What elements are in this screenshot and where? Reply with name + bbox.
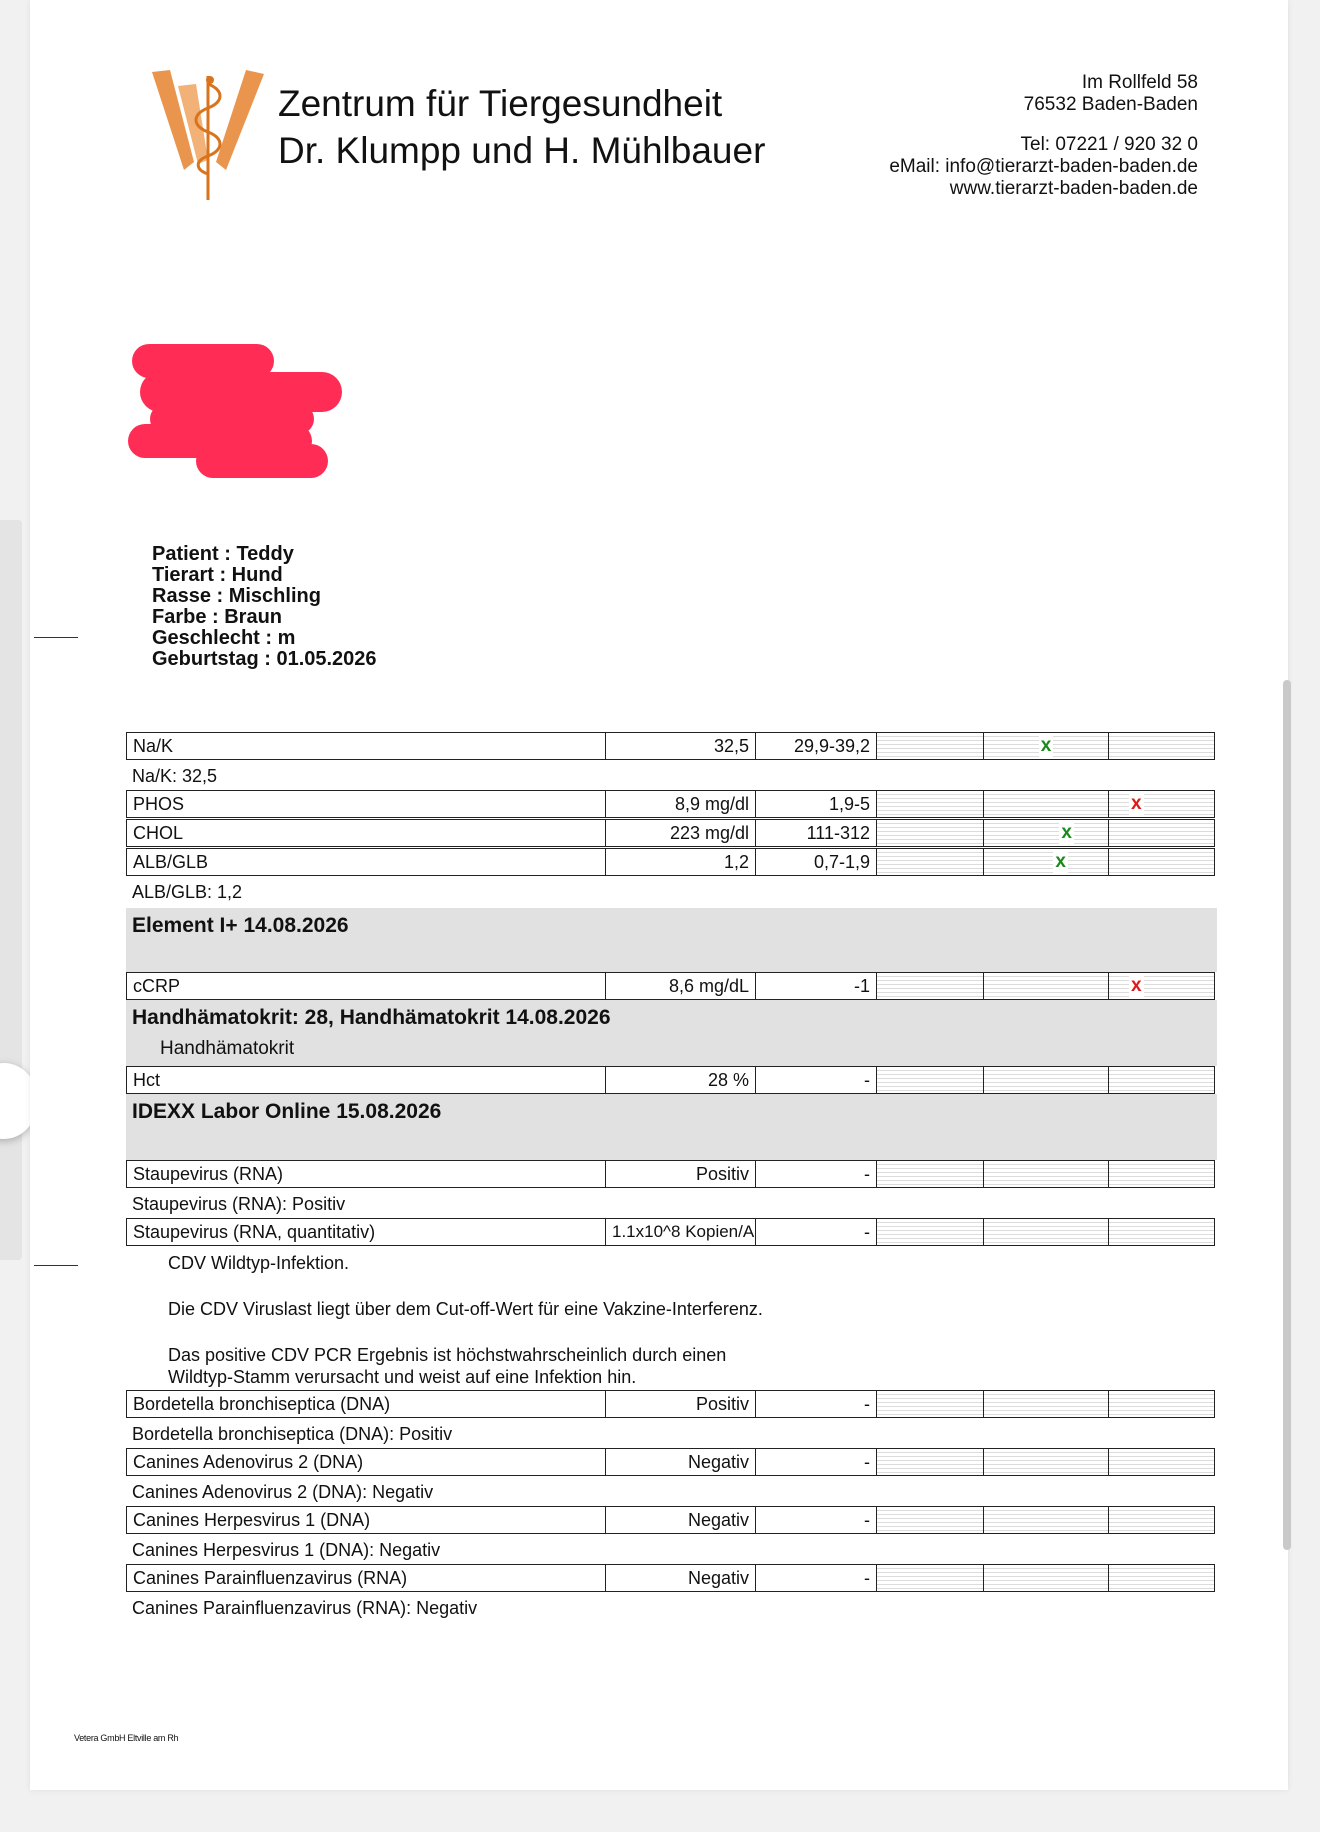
test-value: Positiv xyxy=(606,1391,756,1417)
reference-range: 111-312 xyxy=(756,820,877,846)
address-street: Im Rollfeld 58 xyxy=(1081,72,1198,93)
test-name: Canines Parainfluenzavirus (RNA) xyxy=(127,1565,606,1591)
test-name: PHOS xyxy=(127,791,606,817)
result-summary: Na/K: 32,5 xyxy=(132,766,218,786)
reference-range: - xyxy=(756,1507,877,1533)
test-name: Canines Adenovirus 2 (DNA) xyxy=(127,1449,606,1475)
result-summary: Canines Parainfluenzavirus (RNA): Negativ xyxy=(132,1598,478,1618)
abnormal-mark-icon: x xyxy=(1131,975,1142,996)
section-title: IDEXX Labor Online 15.08.2026 xyxy=(132,1100,442,1123)
abnormal-mark-icon: x xyxy=(1131,793,1142,814)
lab-note: CDV Wildtyp-Infektion. xyxy=(168,1253,350,1273)
section-header xyxy=(126,908,1217,972)
result-summary: Bordetella bronchiseptica (DNA): Positiv xyxy=(132,1424,453,1444)
patient-breed: Rasse : Mischling xyxy=(152,585,321,607)
patient-species: Tierart : Hund xyxy=(152,564,283,586)
clinic-name xyxy=(278,80,765,174)
address-email: eMail: info@tierarzt-baden-baden.de xyxy=(889,156,1198,177)
reference-range: 29,9-39,2 xyxy=(756,733,877,759)
lab-note: Das positive CDV PCR Ergebnis ist höchstwahrscheinlich durch einen xyxy=(168,1345,727,1365)
reference-range: 0,7-1,9 xyxy=(756,849,877,875)
test-value: 32,5 xyxy=(606,733,756,759)
test-name: Hct xyxy=(127,1067,606,1093)
margin-tick xyxy=(34,1265,78,1266)
reference-range: - xyxy=(756,1067,877,1093)
test-name: CHOL xyxy=(127,820,606,846)
test-value: Positiv xyxy=(606,1161,756,1187)
test-value: 28 % xyxy=(606,1067,756,1093)
test-value: 8,6 mg/dL xyxy=(606,973,756,999)
test-value: 1,2 xyxy=(606,849,756,875)
table-row xyxy=(126,819,1215,847)
patient-color: Farbe : Braun xyxy=(152,606,283,628)
table-row xyxy=(126,1160,1215,1188)
test-name: Staupevirus (RNA, quantitativ) xyxy=(127,1219,606,1245)
test-name: Canines Herpesvirus 1 (DNA) xyxy=(127,1507,606,1533)
test-value: 223 mg/dl xyxy=(606,820,756,846)
result-summary: Canines Herpesvirus 1 (DNA): Negativ xyxy=(132,1540,441,1560)
vertical-scrollbar[interactable] xyxy=(1283,680,1291,1550)
test-name: Na/K xyxy=(127,733,606,759)
table-row xyxy=(126,790,1215,818)
table-row xyxy=(126,848,1215,876)
test-value: Negativ xyxy=(606,1507,756,1533)
lab-note: Wildtyp-Stamm verursacht und weist auf eine Infektion hin. xyxy=(168,1367,637,1387)
reference-range: 1,9-5 xyxy=(756,791,877,817)
test-value: Negativ xyxy=(606,1565,756,1591)
table-row xyxy=(126,732,1215,760)
side-panel-tab[interactable] xyxy=(0,520,22,1260)
reference-range: - xyxy=(756,1565,877,1591)
table-row xyxy=(126,1506,1215,1534)
patient-sex: Geschlecht : m xyxy=(152,627,296,649)
patient-info xyxy=(152,544,377,670)
normal-mark-icon: x xyxy=(1061,822,1072,843)
test-name: Bordetella bronchiseptica (DNA) xyxy=(127,1391,606,1417)
normal-mark-icon: x xyxy=(1040,735,1052,756)
test-name: cCRP xyxy=(127,973,606,999)
clinic-address xyxy=(889,72,1198,200)
patient-birthday: Geburtstag : 01.05.2026 xyxy=(152,648,377,670)
clinic-name-line1: Zentrum für Tiergesundheit xyxy=(278,83,723,124)
address-city: 76532 Baden-Baden xyxy=(1023,94,1198,115)
test-value: Negativ xyxy=(606,1449,756,1475)
table-row xyxy=(126,972,1215,1000)
table-row xyxy=(126,1066,1215,1094)
section-header xyxy=(126,1094,1217,1160)
address-phone: Tel: 07221 / 920 32 0 xyxy=(1020,134,1198,155)
lab-note: Die CDV Viruslast liegt über dem Cut-off-Wert für eine Vakzine-Interferenz. xyxy=(168,1299,763,1319)
patient-name: Patient : Teddy xyxy=(152,543,294,565)
test-value: 8,9 mg/dl xyxy=(606,791,756,817)
test-name: Staupevirus (RNA) xyxy=(127,1161,606,1187)
section-title: Handhämatokrit: 28, Handhämatokrit 14.08.2026 xyxy=(132,1006,611,1029)
result-summary: Staupevirus (RNA): Positiv xyxy=(132,1194,346,1214)
table-row xyxy=(126,1448,1215,1476)
address-website: www.tierarzt-baden-baden.de xyxy=(949,178,1198,199)
margin-tick xyxy=(34,637,78,638)
table-row xyxy=(126,1218,1215,1246)
normal-mark-icon: x xyxy=(1055,851,1066,872)
reference-range: - xyxy=(756,1449,877,1475)
section-subtitle: Handhämatokrit xyxy=(160,1038,295,1059)
result-summary: ALB/GLB: 1,2 xyxy=(132,882,243,902)
table-row xyxy=(126,1390,1215,1418)
test-value: 1.1x10^8 Kopien/A xyxy=(606,1219,756,1245)
footer-note: Vetera GmbH Eltville am Rh xyxy=(74,1733,179,1743)
reference-range: -1 xyxy=(756,973,877,999)
reference-range: - xyxy=(756,1391,877,1417)
reference-range: - xyxy=(756,1161,877,1187)
clinic-name-line2: Dr. Klumpp und H. Mühlbauer xyxy=(278,130,766,171)
table-row xyxy=(126,1564,1215,1592)
section-title: Element I+ 14.08.2026 xyxy=(132,914,349,937)
caduceus-logo-icon xyxy=(148,66,268,202)
section-header xyxy=(126,1000,1217,1066)
test-name: ALB/GLB xyxy=(127,849,606,875)
reference-range: - xyxy=(756,1219,877,1245)
result-summary: Canines Adenovirus 2 (DNA): Negativ xyxy=(132,1482,434,1502)
